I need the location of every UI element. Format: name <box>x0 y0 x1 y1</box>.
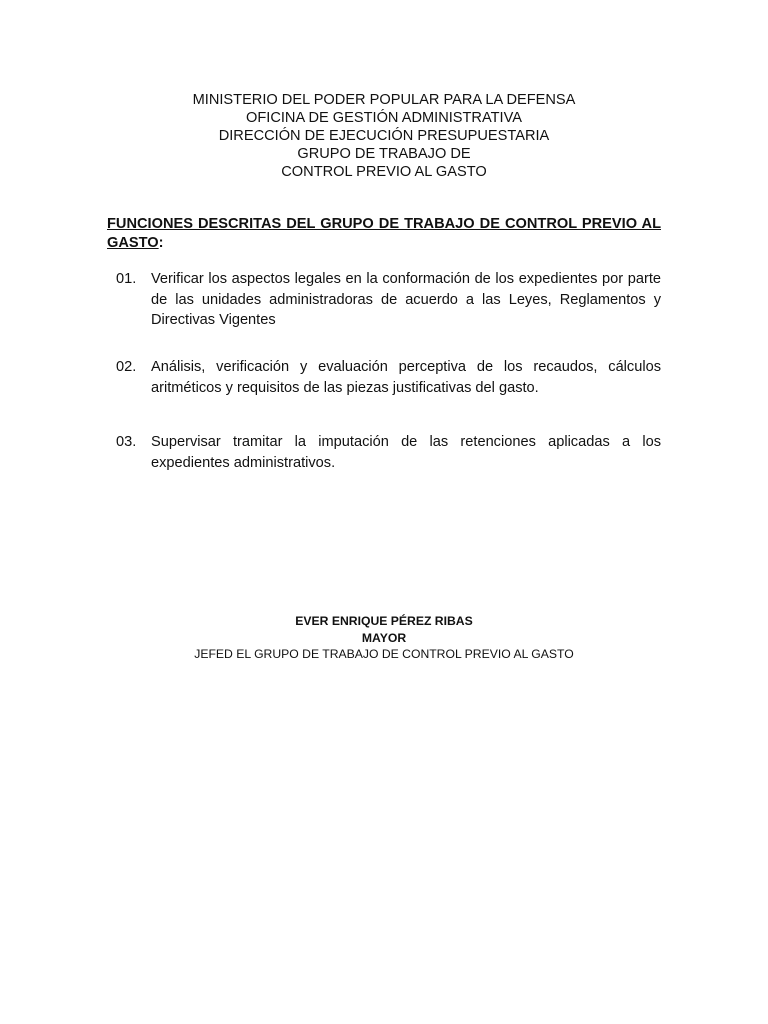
header-line-office: OFICINA DE GESTIÓN ADMINISTRATIVA <box>246 110 522 126</box>
document-header <box>0 91 768 181</box>
header-line-control: CONTROL PREVIO AL GASTO <box>281 164 487 180</box>
section-title <box>107 215 661 252</box>
list-item <box>116 432 661 473</box>
section-title-text: FUNCIONES DESCRITAS DEL GRUPO DE TRABAJO DE CONTROL PREVIO AL GASTO <box>107 216 661 251</box>
list-item-number: 01. <box>116 271 137 287</box>
list-item-number: 03. <box>116 434 137 450</box>
list-item-text: Análisis, verificación y evaluación perceptiva de los recaudos, cálculos aritméticos y requisitos de las piezas justificativas del gasto. <box>151 359 661 396</box>
signatory-rank: MAYOR <box>361 630 407 645</box>
header-line-ministry: MINISTERIO DEL PODER POPULAR PARA LA DEFENSA <box>192 92 576 108</box>
list-item-number: 02. <box>116 359 137 375</box>
header-line-direction: DIRECCIÓN DE EJECUCIÓN PRESUPUESTARIA <box>218 128 550 144</box>
list-item <box>116 357 661 398</box>
list-item <box>116 269 661 331</box>
signatory-name: EVER ENRIQUE PÉREZ RIBAS <box>295 614 473 628</box>
list-item-text: Verificar los aspectos legales en la conformación de los expedientes por parte de las unidades administradoras de acuerdo a las Leyes, Reglamentos y Directivas Vigentes <box>151 271 661 328</box>
signature-block <box>0 613 768 663</box>
header-line-group: GRUPO DE TRABAJO DE <box>297 146 471 162</box>
section-title-suffix: : <box>158 234 164 251</box>
list-item-text: Supervisar tramitar la imputación de las retenciones aplicadas a los expedientes administrativos. <box>151 434 661 471</box>
signatory-role: JEFED EL GRUPO DE TRABAJO DE CONTROL PREVIO AL GASTO <box>194 647 574 661</box>
